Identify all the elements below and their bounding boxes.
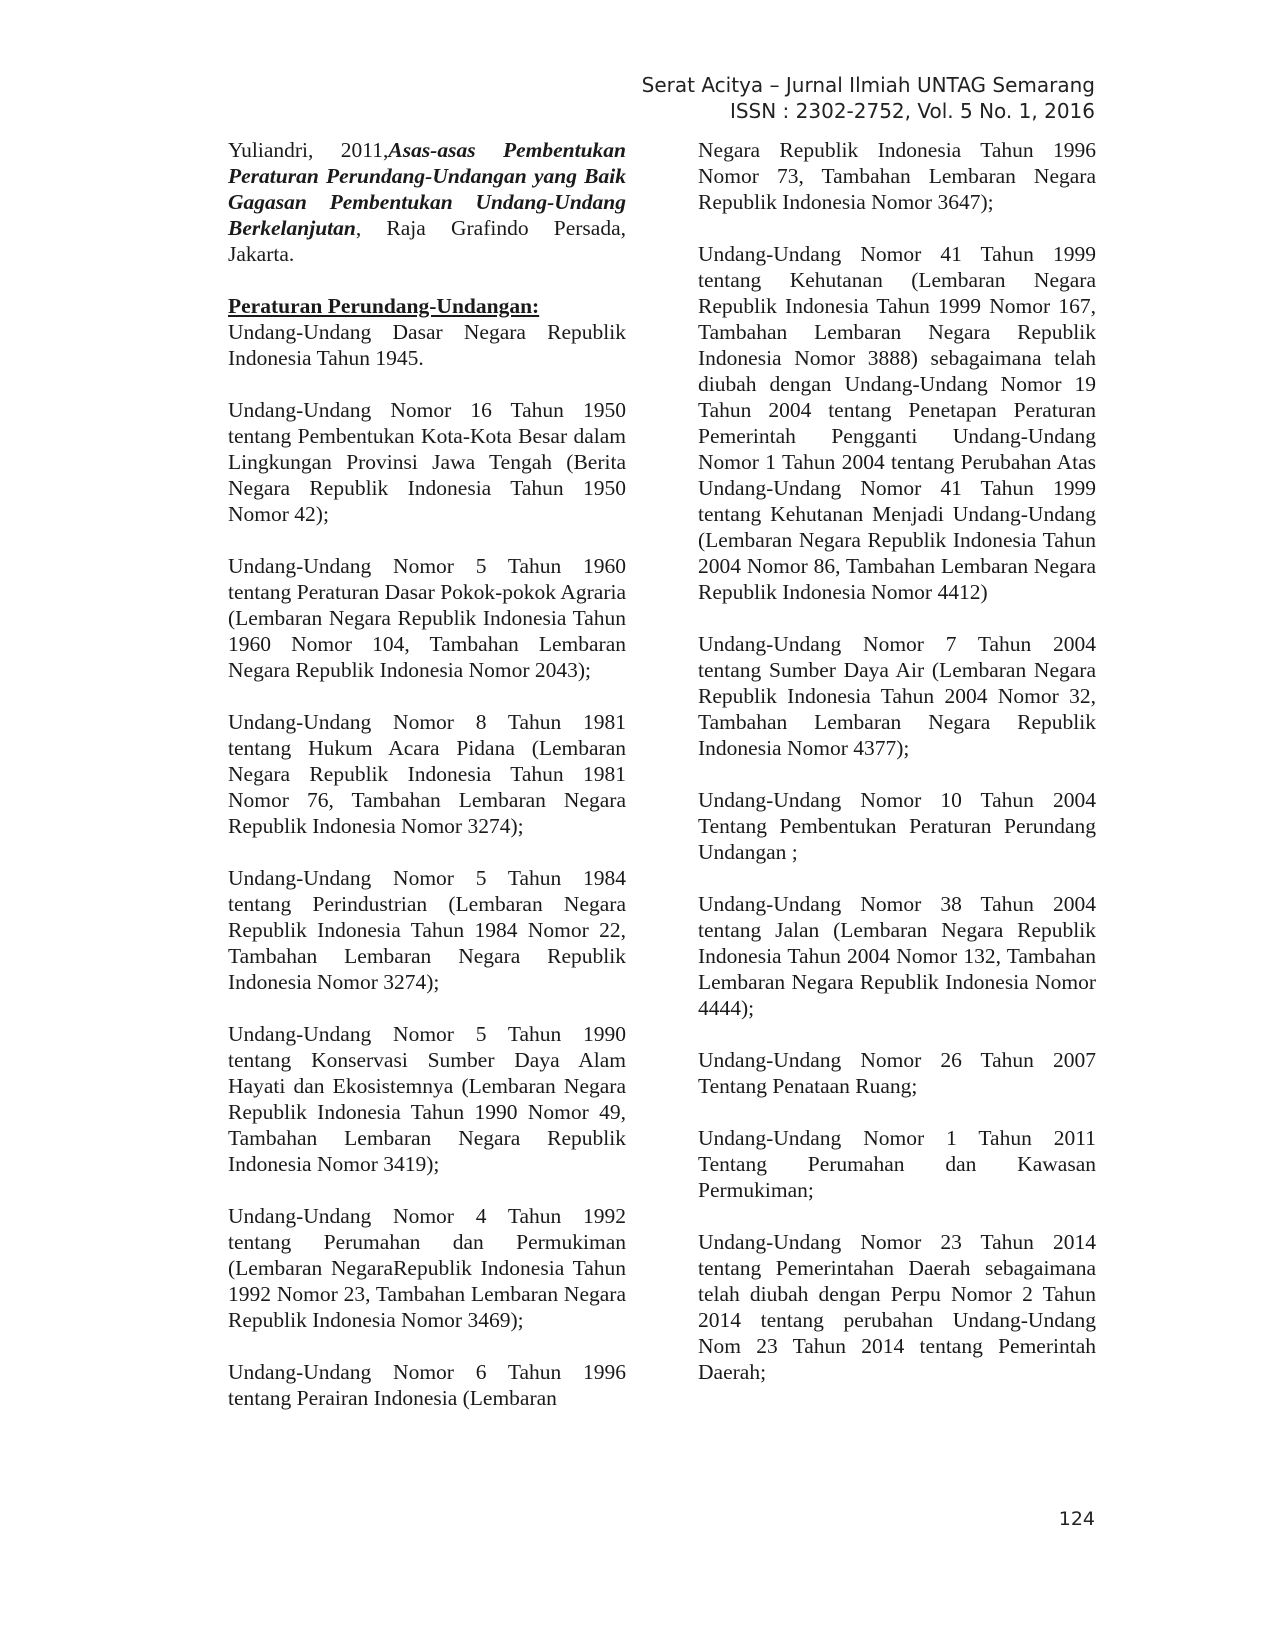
- reference-entry: Negara Republik Indonesia Tahun 1996 Nomor 73, Tambahan Lembaran Negara Republik Indonesia Nomor 3647);: [698, 138, 1096, 214]
- reference-entry: Undang-Undang Nomor 10 Tahun 2004 Tentang Pembentukan Peraturan Perundang Undangan ;: [698, 788, 1096, 864]
- page-number: 124: [1058, 1508, 1095, 1530]
- reference-publisher: , Raja Grafindo Persada, Jakarta.: [228, 216, 626, 266]
- reference-entry: Undang-Undang Dasar Negara Republik Indonesia Tahun 1945.: [228, 320, 626, 370]
- section-heading: Peraturan Perundang-Undangan:: [228, 294, 540, 318]
- reference-entry: Undang-Undang Nomor 6 Tahun 1996 tentang Perairan Indonesia (Lembaran: [228, 1360, 626, 1410]
- reference-book: [228, 137, 626, 267]
- reference-entry: Undang-Undang Nomor 16 Tahun 1950 tentang Pembentukan Kota-Kota Besar dalam Lingkungan Provinsi Jawa Tengah (Berita Negara Republik Indonesia Tahun 1950 Nomor 42);: [228, 398, 626, 526]
- reference-entry: Undang-Undang Nomor 26 Tahun 2007 Tentang Penataan Ruang;: [698, 1048, 1096, 1098]
- journal-title: Serat Acitya – Jurnal Ilmiah UNTAG Semarang: [641, 73, 1095, 97]
- running-header: [642, 72, 1095, 124]
- reference-entry: Undang-Undang Nomor 5 Tahun 1990 tentang Konservasi Sumber Daya Alam Hayati dan Ekosistemnya (Lembaran Negara Republik Indonesia Tahun 1990 Nomor 49, Tambahan Lembaran Negara Republik Indonesia Nomor 3419);: [228, 1022, 626, 1176]
- left-column: [228, 137, 626, 1411]
- reference-title: Asas-asas Pembentukan Peraturan Perundang-Undangan yang Baik Gagasan Pembentukan Undang-Undang Berkelanjutan: [228, 138, 626, 240]
- right-column: [698, 137, 1096, 1385]
- issn-line: ISSN : 2302-2752, Vol. 5 No. 1, 2016: [729, 99, 1095, 123]
- reference-entry: Undang-Undang Nomor 8 Tahun 1981 tentang Hukum Acara Pidana (Lembaran Negara Republik Indonesia Tahun 1981 Nomor 76, Tambahan Lembaran Negara Republik Indonesia Nomor 3274);: [228, 710, 626, 838]
- reference-entry: Undang-Undang Nomor 5 Tahun 1984 tentang Perindustrian (Lembaran Negara Republik Indonesia Tahun 1984 Nomor 22, Tambahan Lembaran Negara Republik Indonesia Nomor 3274);: [228, 866, 626, 994]
- reference-entry: Undang-Undang Nomor 4 Tahun 1992 tentang Perumahan dan Permukiman (Lembaran NegaraRepublik Indonesia Tahun 1992 Nomor 23, Tambahan Lembaran Negara Republik Indonesia Nomor 3469);: [228, 1204, 626, 1332]
- reference-entry: Undang-Undang Nomor 5 Tahun 1960 tentang Peraturan Dasar Pokok-pokok Agraria (Lembaran Negara Republik Indonesia Tahun 1960 Nomor 104, Tambahan Lembaran Negara Republik Indonesia Nomor 2043);: [228, 554, 626, 682]
- reference-entry: Undang-Undang Nomor 23 Tahun 2014 tentang Pemerintahan Daerah sebagaimana telah diubah dengan Perpu Nomor 2 Tahun 2014 tentang perubahan Undang-Undang Nom 23 Tahun 2014 tentang Pemerintah Daerah;: [698, 1230, 1096, 1384]
- reference-entry: Undang-Undang Nomor 38 Tahun 2004 tentang Jalan (Lembaran Negara Republik Indonesia Tahun 2004 Nomor 132, Tambahan Lembaran Negara Republik Indonesia Nomor 4444);: [698, 892, 1096, 1020]
- reference-author-year: Yuliandri, 2011,: [228, 138, 389, 162]
- reference-entry: Undang-Undang Nomor 7 Tahun 2004 tentang Sumber Daya Air (Lembaran Negara Republik Indonesia Tahun 2004 Nomor 32, Tambahan Lembaran Negara Republik Indonesia Nomor 4377);: [698, 632, 1096, 760]
- reference-entry: Undang-Undang Nomor 41 Tahun 1999 tentang Kehutanan (Lembaran Negara Republik Indonesia Tahun 1999 Nomor 167, Tambahan Lembaran Negara Republik Indonesia Nomor 3888) sebagaimana telah diubah dengan Undang-Undang Nomor 19 Tahun 2004 tentang Penetapan Peraturan Pemerintah Pengganti Undang-Undang Nomor 1 Tahun 2004 tentang Perubahan Atas Undang-Undang Nomor 41 Tahun 1999 tentang Kehutanan Menjadi Undang-Undang (Lembaran Negara Republik Indonesia Tahun 2004 Nomor 86, Tambahan Lembaran Negara Republik Indonesia Nomor 4412): [698, 242, 1096, 604]
- reference-entry: Undang-Undang Nomor 1 Tahun 2011 Tentang Perumahan dan Kawasan Permukiman;: [698, 1126, 1096, 1202]
